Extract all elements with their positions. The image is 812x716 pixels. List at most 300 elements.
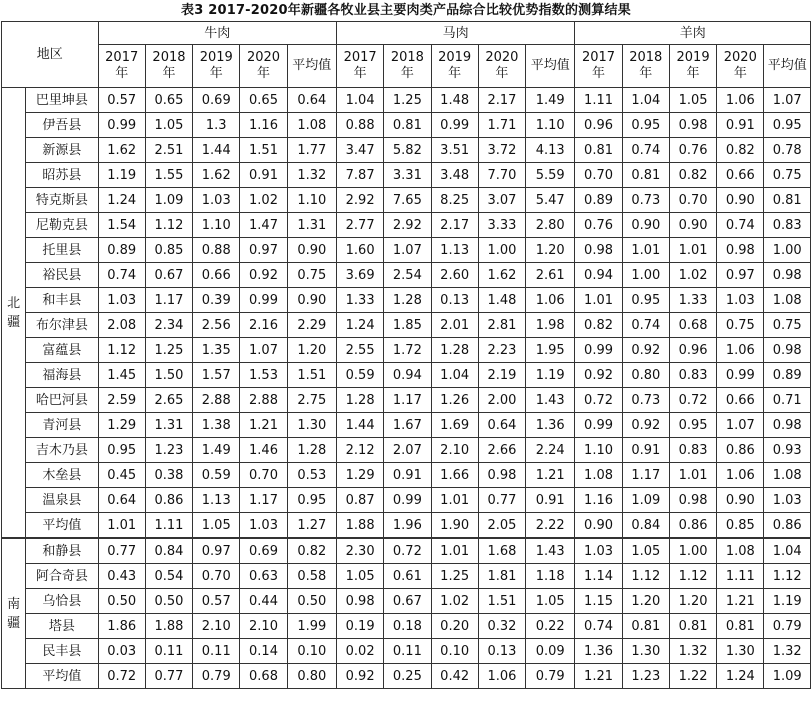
beef-value-cell: 1.17 bbox=[145, 288, 192, 313]
region-header: 地区 bbox=[2, 22, 99, 88]
year-header-mutton-1: 2018 年 bbox=[622, 45, 669, 88]
mutton-value-cell: 1.04 bbox=[622, 88, 669, 113]
beef-value-cell: 0.86 bbox=[145, 488, 192, 513]
mutton-value-cell: 0.92 bbox=[622, 338, 669, 363]
county-cell: 托里县 bbox=[26, 238, 98, 263]
beef-value-cell: 0.69 bbox=[193, 88, 240, 113]
year-header-beef-3: 2020 年 bbox=[240, 45, 287, 88]
horse-value-cell: 1.20 bbox=[526, 238, 575, 263]
region-cell: 南 疆 bbox=[2, 538, 26, 689]
beef-value-cell: 0.54 bbox=[145, 564, 192, 589]
mutton-value-cell: 1.06 bbox=[717, 463, 764, 488]
beef-value-cell: 0.65 bbox=[240, 88, 287, 113]
horse-value-cell: 2.00 bbox=[478, 388, 525, 413]
horse-value-cell: 2.92 bbox=[384, 213, 431, 238]
county-cell: 昭苏县 bbox=[26, 163, 98, 188]
horse-value-cell: 2.22 bbox=[526, 513, 575, 539]
beef-value-cell: 0.58 bbox=[287, 564, 336, 589]
beef-value-cell: 0.65 bbox=[145, 88, 192, 113]
mutton-value-cell: 0.98 bbox=[575, 238, 622, 263]
beef-value-cell: 0.74 bbox=[98, 263, 145, 288]
horse-value-cell: 5.82 bbox=[384, 138, 431, 163]
group-header-beef: 牛肉 bbox=[98, 22, 336, 45]
beef-value-cell: 0.64 bbox=[287, 88, 336, 113]
beef-value-cell: 0.50 bbox=[98, 589, 145, 614]
beef-value-cell: 1.46 bbox=[240, 438, 287, 463]
region-cell: 北 疆 bbox=[2, 88, 26, 539]
horse-value-cell: 0.92 bbox=[336, 664, 383, 689]
horse-value-cell: 2.92 bbox=[336, 188, 383, 213]
horse-value-cell: 2.10 bbox=[431, 438, 478, 463]
beef-value-cell: 1.10 bbox=[193, 213, 240, 238]
mutton-value-cell: 0.98 bbox=[669, 488, 716, 513]
horse-value-cell: 1.28 bbox=[431, 338, 478, 363]
beef-value-cell: 1.16 bbox=[240, 113, 287, 138]
beef-value-cell: 1.57 bbox=[193, 363, 240, 388]
beef-value-cell: 0.99 bbox=[98, 113, 145, 138]
mutton-value-cell: 0.74 bbox=[717, 213, 764, 238]
horse-value-cell: 1.69 bbox=[431, 413, 478, 438]
mutton-value-cell: 0.98 bbox=[717, 238, 764, 263]
beef-value-cell: 1.53 bbox=[240, 363, 287, 388]
horse-value-cell: 0.02 bbox=[336, 639, 383, 664]
horse-value-cell: 1.48 bbox=[478, 288, 525, 313]
horse-value-cell: 1.01 bbox=[431, 488, 478, 513]
horse-value-cell: 2.05 bbox=[478, 513, 525, 539]
mutton-value-cell: 1.05 bbox=[622, 538, 669, 564]
beef-value-cell: 0.75 bbox=[287, 263, 336, 288]
mutton-value-cell: 0.82 bbox=[669, 163, 716, 188]
table-row bbox=[2, 338, 811, 363]
table-row bbox=[2, 513, 811, 539]
horse-value-cell: 1.00 bbox=[478, 238, 525, 263]
mutton-value-cell: 1.20 bbox=[669, 589, 716, 614]
horse-value-cell: 1.06 bbox=[478, 664, 525, 689]
horse-value-cell: 1.33 bbox=[336, 288, 383, 313]
mutton-value-cell: 1.15 bbox=[575, 589, 622, 614]
group-header-mutton: 羊肉 bbox=[575, 22, 811, 45]
mutton-value-cell: 1.17 bbox=[622, 463, 669, 488]
horse-value-cell: 3.51 bbox=[431, 138, 478, 163]
mutton-value-cell: 1.16 bbox=[575, 488, 622, 513]
mutton-value-cell: 1.24 bbox=[717, 664, 764, 689]
year-header-beef-2: 2019 年 bbox=[193, 45, 240, 88]
mutton-value-cell: 0.93 bbox=[764, 438, 811, 463]
mutton-value-cell: 0.74 bbox=[622, 313, 669, 338]
beef-value-cell: 0.70 bbox=[240, 463, 287, 488]
horse-value-cell: 2.77 bbox=[336, 213, 383, 238]
horse-value-cell: 2.12 bbox=[336, 438, 383, 463]
county-cell: 富蕴县 bbox=[26, 338, 98, 363]
beef-value-cell: 0.89 bbox=[98, 238, 145, 263]
year-header-row bbox=[2, 45, 811, 88]
mutton-value-cell: 0.70 bbox=[575, 163, 622, 188]
mutton-value-cell: 0.95 bbox=[669, 413, 716, 438]
beef-value-cell: 1.62 bbox=[98, 138, 145, 163]
mutton-value-cell: 0.82 bbox=[575, 313, 622, 338]
mutton-value-cell: 1.07 bbox=[764, 88, 811, 113]
beef-value-cell: 1.11 bbox=[145, 513, 192, 539]
table-row bbox=[2, 288, 811, 313]
year-header-mutton-0: 2017 年 bbox=[575, 45, 622, 88]
mutton-value-cell: 0.73 bbox=[622, 388, 669, 413]
beef-value-cell: 1.47 bbox=[240, 213, 287, 238]
beef-value-cell: 1.03 bbox=[193, 188, 240, 213]
horse-value-cell: 7.65 bbox=[384, 188, 431, 213]
beef-value-cell: 0.69 bbox=[240, 538, 287, 564]
horse-value-cell: 1.21 bbox=[526, 463, 575, 488]
mutton-value-cell: 1.11 bbox=[575, 88, 622, 113]
horse-value-cell: 0.87 bbox=[336, 488, 383, 513]
beef-value-cell: 1.77 bbox=[287, 138, 336, 163]
table-row bbox=[2, 614, 811, 639]
horse-value-cell: 3.07 bbox=[478, 188, 525, 213]
horse-value-cell: 0.32 bbox=[478, 614, 525, 639]
mutton-value-cell: 1.09 bbox=[622, 488, 669, 513]
horse-value-cell: 1.28 bbox=[384, 288, 431, 313]
beef-value-cell: 1.49 bbox=[193, 438, 240, 463]
beef-value-cell: 1.35 bbox=[193, 338, 240, 363]
avg-header-beef: 平均值 bbox=[287, 45, 336, 88]
horse-value-cell: 1.05 bbox=[336, 564, 383, 589]
horse-value-cell: 0.81 bbox=[384, 113, 431, 138]
mutton-value-cell: 1.01 bbox=[669, 463, 716, 488]
mutton-value-cell: 1.06 bbox=[717, 338, 764, 363]
horse-value-cell: 1.48 bbox=[431, 88, 478, 113]
horse-value-cell: 0.09 bbox=[526, 639, 575, 664]
beef-value-cell: 0.39 bbox=[193, 288, 240, 313]
mutton-value-cell: 0.72 bbox=[669, 388, 716, 413]
beef-value-cell: 0.97 bbox=[193, 538, 240, 564]
mutton-value-cell: 1.03 bbox=[575, 538, 622, 564]
horse-value-cell: 4.13 bbox=[526, 138, 575, 163]
mutton-value-cell: 0.91 bbox=[622, 438, 669, 463]
horse-value-cell: 1.04 bbox=[431, 363, 478, 388]
mutton-value-cell: 0.81 bbox=[622, 163, 669, 188]
horse-value-cell: 0.11 bbox=[384, 639, 431, 664]
horse-value-cell: 1.88 bbox=[336, 513, 383, 539]
mutton-value-cell: 1.08 bbox=[764, 463, 811, 488]
beef-value-cell: 1.05 bbox=[145, 113, 192, 138]
year-header-mutton-3: 2020 年 bbox=[717, 45, 764, 88]
mutton-value-cell: 0.70 bbox=[669, 188, 716, 213]
horse-value-cell: 1.96 bbox=[384, 513, 431, 539]
mutton-value-cell: 0.94 bbox=[575, 263, 622, 288]
horse-value-cell: 0.98 bbox=[478, 463, 525, 488]
beef-value-cell: 2.56 bbox=[193, 313, 240, 338]
mutton-value-cell: 1.32 bbox=[669, 639, 716, 664]
mutton-value-cell: 0.95 bbox=[622, 113, 669, 138]
table-row bbox=[2, 664, 811, 689]
mutton-value-cell: 0.66 bbox=[717, 163, 764, 188]
beef-value-cell: 2.88 bbox=[193, 388, 240, 413]
mutton-value-cell: 0.96 bbox=[669, 338, 716, 363]
group-header-horse: 马肉 bbox=[336, 22, 574, 45]
horse-value-cell: 0.10 bbox=[431, 639, 478, 664]
mutton-value-cell: 0.76 bbox=[669, 138, 716, 163]
mutton-value-cell: 0.92 bbox=[622, 413, 669, 438]
mutton-value-cell: 0.83 bbox=[669, 363, 716, 388]
table-row bbox=[2, 163, 811, 188]
beef-value-cell: 0.64 bbox=[98, 488, 145, 513]
horse-value-cell: 1.29 bbox=[336, 463, 383, 488]
beef-value-cell: 0.11 bbox=[145, 639, 192, 664]
beef-value-cell: 2.08 bbox=[98, 313, 145, 338]
beef-value-cell: 1.09 bbox=[145, 188, 192, 213]
table-body bbox=[2, 88, 811, 689]
beef-value-cell: 0.57 bbox=[98, 88, 145, 113]
table-row bbox=[2, 363, 811, 388]
horse-value-cell: 1.26 bbox=[431, 388, 478, 413]
mutton-value-cell: 1.00 bbox=[669, 538, 716, 564]
mutton-value-cell: 0.90 bbox=[669, 213, 716, 238]
beef-value-cell: 1.54 bbox=[98, 213, 145, 238]
horse-value-cell: 3.69 bbox=[336, 263, 383, 288]
table-row bbox=[2, 463, 811, 488]
mutton-value-cell: 0.79 bbox=[764, 614, 811, 639]
mutton-value-cell: 1.10 bbox=[575, 438, 622, 463]
year-header-beef-1: 2018 年 bbox=[145, 45, 192, 88]
beef-value-cell: 1.88 bbox=[145, 614, 192, 639]
beef-value-cell: 1.01 bbox=[98, 513, 145, 539]
beef-value-cell: 1.17 bbox=[240, 488, 287, 513]
mutton-value-cell: 0.83 bbox=[669, 438, 716, 463]
mutton-value-cell: 0.89 bbox=[575, 188, 622, 213]
mutton-value-cell: 0.83 bbox=[764, 213, 811, 238]
beef-value-cell: 0.82 bbox=[287, 538, 336, 564]
beef-value-cell: 1.31 bbox=[145, 413, 192, 438]
mutton-value-cell: 1.36 bbox=[575, 639, 622, 664]
beef-value-cell: 0.92 bbox=[240, 263, 287, 288]
horse-value-cell: 1.07 bbox=[384, 238, 431, 263]
beef-value-cell: 0.90 bbox=[287, 288, 336, 313]
horse-value-cell: 1.02 bbox=[431, 589, 478, 614]
horse-value-cell: 1.25 bbox=[431, 564, 478, 589]
mutton-value-cell: 0.75 bbox=[717, 313, 764, 338]
mutton-value-cell: 1.14 bbox=[575, 564, 622, 589]
beef-value-cell: 2.10 bbox=[193, 614, 240, 639]
mutton-value-cell: 0.95 bbox=[764, 113, 811, 138]
horse-value-cell: 3.47 bbox=[336, 138, 383, 163]
beef-value-cell: 1.55 bbox=[145, 163, 192, 188]
horse-value-cell: 0.67 bbox=[384, 589, 431, 614]
horse-value-cell: 0.72 bbox=[384, 538, 431, 564]
comparative-advantage-table bbox=[1, 21, 811, 689]
horse-value-cell: 2.30 bbox=[336, 538, 383, 564]
beef-value-cell: 1.51 bbox=[287, 363, 336, 388]
beef-value-cell: 1.31 bbox=[287, 213, 336, 238]
beef-value-cell: 2.75 bbox=[287, 388, 336, 413]
horse-value-cell: 1.62 bbox=[478, 263, 525, 288]
table-title: 表3 2017-2020年新疆各牧业县主要肉类产品综合比较优势指数的测算结果 bbox=[181, 3, 631, 18]
mutton-value-cell: 1.01 bbox=[669, 238, 716, 263]
beef-value-cell: 0.14 bbox=[240, 639, 287, 664]
horse-value-cell: 1.43 bbox=[526, 538, 575, 564]
beef-value-cell: 0.11 bbox=[193, 639, 240, 664]
mutton-value-cell: 0.89 bbox=[764, 363, 811, 388]
horse-value-cell: 1.81 bbox=[478, 564, 525, 589]
county-cell: 裕民县 bbox=[26, 263, 98, 288]
beef-value-cell: 1.27 bbox=[287, 513, 336, 539]
beef-value-cell: 0.03 bbox=[98, 639, 145, 664]
mutton-value-cell: 0.73 bbox=[622, 188, 669, 213]
horse-value-cell: 1.95 bbox=[526, 338, 575, 363]
beef-value-cell: 0.84 bbox=[145, 538, 192, 564]
horse-value-cell: 3.48 bbox=[431, 163, 478, 188]
horse-value-cell: 3.72 bbox=[478, 138, 525, 163]
mutton-value-cell: 0.81 bbox=[622, 614, 669, 639]
beef-value-cell: 1.20 bbox=[287, 338, 336, 363]
mutton-value-cell: 0.99 bbox=[575, 413, 622, 438]
mutton-value-cell: 1.21 bbox=[717, 589, 764, 614]
mutton-value-cell: 1.00 bbox=[622, 263, 669, 288]
horse-value-cell: 1.66 bbox=[431, 463, 478, 488]
county-cell: 平均值 bbox=[26, 513, 98, 539]
horse-value-cell: 2.55 bbox=[336, 338, 383, 363]
beef-value-cell: 1.62 bbox=[193, 163, 240, 188]
horse-value-cell: 0.98 bbox=[336, 589, 383, 614]
mutton-value-cell: 0.98 bbox=[764, 338, 811, 363]
mutton-value-cell: 1.32 bbox=[764, 639, 811, 664]
mutton-value-cell: 0.78 bbox=[764, 138, 811, 163]
beef-value-cell: 0.95 bbox=[287, 488, 336, 513]
beef-value-cell: 2.34 bbox=[145, 313, 192, 338]
year-header-horse-2: 2019 年 bbox=[431, 45, 478, 88]
mutton-value-cell: 1.19 bbox=[764, 589, 811, 614]
mutton-value-cell: 0.84 bbox=[622, 513, 669, 539]
beef-value-cell: 1.99 bbox=[287, 614, 336, 639]
beef-value-cell: 1.05 bbox=[193, 513, 240, 539]
mutton-value-cell: 1.12 bbox=[669, 564, 716, 589]
beef-value-cell: 1.21 bbox=[240, 413, 287, 438]
beef-value-cell: 1.13 bbox=[193, 488, 240, 513]
mutton-value-cell: 0.98 bbox=[764, 413, 811, 438]
county-cell: 吉木乃县 bbox=[26, 438, 98, 463]
horse-value-cell: 2.01 bbox=[431, 313, 478, 338]
beef-value-cell: 0.99 bbox=[240, 288, 287, 313]
horse-value-cell: 1.19 bbox=[526, 363, 575, 388]
table-row bbox=[2, 589, 811, 614]
horse-value-cell: 0.20 bbox=[431, 614, 478, 639]
mutton-value-cell: 0.86 bbox=[764, 513, 811, 539]
county-cell: 青河县 bbox=[26, 413, 98, 438]
horse-value-cell: 1.68 bbox=[478, 538, 525, 564]
beef-value-cell: 1.24 bbox=[98, 188, 145, 213]
year-header-beef-0: 2017 年 bbox=[98, 45, 145, 88]
beef-value-cell: 1.12 bbox=[98, 338, 145, 363]
mutton-value-cell: 0.90 bbox=[575, 513, 622, 539]
beef-value-cell: 1.28 bbox=[287, 438, 336, 463]
horse-value-cell: 1.36 bbox=[526, 413, 575, 438]
county-cell: 哈巴河县 bbox=[26, 388, 98, 413]
table-row bbox=[2, 88, 811, 113]
mutton-value-cell: 1.03 bbox=[764, 488, 811, 513]
county-cell: 伊吾县 bbox=[26, 113, 98, 138]
mutton-value-cell: 0.98 bbox=[669, 113, 716, 138]
mutton-value-cell: 1.03 bbox=[717, 288, 764, 313]
beef-value-cell: 1.51 bbox=[240, 138, 287, 163]
year-header-horse-3: 2020 年 bbox=[478, 45, 525, 88]
avg-header-horse: 平均值 bbox=[526, 45, 575, 88]
mutton-value-cell: 0.90 bbox=[717, 488, 764, 513]
beef-value-cell: 0.38 bbox=[145, 463, 192, 488]
beef-value-cell: 0.80 bbox=[287, 664, 336, 689]
county-cell: 尼勒克县 bbox=[26, 213, 98, 238]
mutton-value-cell: 0.82 bbox=[717, 138, 764, 163]
horse-value-cell: 2.66 bbox=[478, 438, 525, 463]
horse-value-cell: 0.94 bbox=[384, 363, 431, 388]
horse-value-cell: 1.90 bbox=[431, 513, 478, 539]
beef-value-cell: 0.77 bbox=[98, 538, 145, 564]
horse-value-cell: 3.33 bbox=[478, 213, 525, 238]
table-row bbox=[2, 263, 811, 288]
beef-value-cell: 0.53 bbox=[287, 463, 336, 488]
beef-value-cell: 1.03 bbox=[98, 288, 145, 313]
horse-value-cell: 2.17 bbox=[431, 213, 478, 238]
horse-value-cell: 0.99 bbox=[431, 113, 478, 138]
mutton-value-cell: 1.08 bbox=[717, 538, 764, 564]
beef-value-cell: 0.77 bbox=[145, 664, 192, 689]
horse-value-cell: 0.18 bbox=[384, 614, 431, 639]
beef-value-cell: 0.88 bbox=[193, 238, 240, 263]
county-cell: 木垒县 bbox=[26, 463, 98, 488]
horse-value-cell: 1.05 bbox=[526, 589, 575, 614]
horse-value-cell: 2.54 bbox=[384, 263, 431, 288]
mutton-value-cell: 0.95 bbox=[622, 288, 669, 313]
county-cell: 和丰县 bbox=[26, 288, 98, 313]
beef-value-cell: 0.50 bbox=[287, 589, 336, 614]
horse-value-cell: 1.43 bbox=[526, 388, 575, 413]
table-row bbox=[2, 138, 811, 163]
mutton-value-cell: 0.74 bbox=[575, 614, 622, 639]
horse-value-cell: 0.79 bbox=[526, 664, 575, 689]
mutton-value-cell: 1.01 bbox=[575, 288, 622, 313]
table-row bbox=[2, 564, 811, 589]
mutton-value-cell: 1.01 bbox=[622, 238, 669, 263]
county-cell: 布尔津县 bbox=[26, 313, 98, 338]
mutton-value-cell: 0.72 bbox=[575, 388, 622, 413]
beef-value-cell: 2.10 bbox=[240, 614, 287, 639]
county-cell: 阿合奇县 bbox=[26, 564, 98, 589]
mutton-value-cell: 1.12 bbox=[764, 564, 811, 589]
horse-value-cell: 2.81 bbox=[478, 313, 525, 338]
mutton-value-cell: 0.86 bbox=[669, 513, 716, 539]
beef-value-cell: 0.67 bbox=[145, 263, 192, 288]
horse-value-cell: 0.77 bbox=[478, 488, 525, 513]
mutton-value-cell: 0.80 bbox=[622, 363, 669, 388]
horse-value-cell: 0.13 bbox=[478, 639, 525, 664]
horse-value-cell: 1.04 bbox=[336, 88, 383, 113]
horse-value-cell: 8.25 bbox=[431, 188, 478, 213]
year-header-horse-1: 2018 年 bbox=[384, 45, 431, 88]
avg-header-mutton: 平均值 bbox=[764, 45, 811, 88]
horse-value-cell: 1.71 bbox=[478, 113, 525, 138]
beef-value-cell: 2.51 bbox=[145, 138, 192, 163]
mutton-value-cell: 1.00 bbox=[764, 238, 811, 263]
horse-value-cell: 1.44 bbox=[336, 413, 383, 438]
beef-value-cell: 1.07 bbox=[240, 338, 287, 363]
mutton-value-cell: 1.30 bbox=[717, 639, 764, 664]
horse-value-cell: 0.19 bbox=[336, 614, 383, 639]
horse-value-cell: 2.60 bbox=[431, 263, 478, 288]
mutton-value-cell: 1.02 bbox=[669, 263, 716, 288]
horse-value-cell: 0.22 bbox=[526, 614, 575, 639]
mutton-value-cell: 0.81 bbox=[764, 188, 811, 213]
horse-value-cell: 0.91 bbox=[384, 463, 431, 488]
beef-value-cell: 2.16 bbox=[240, 313, 287, 338]
beef-value-cell: 0.95 bbox=[98, 438, 145, 463]
county-cell: 乌恰县 bbox=[26, 589, 98, 614]
